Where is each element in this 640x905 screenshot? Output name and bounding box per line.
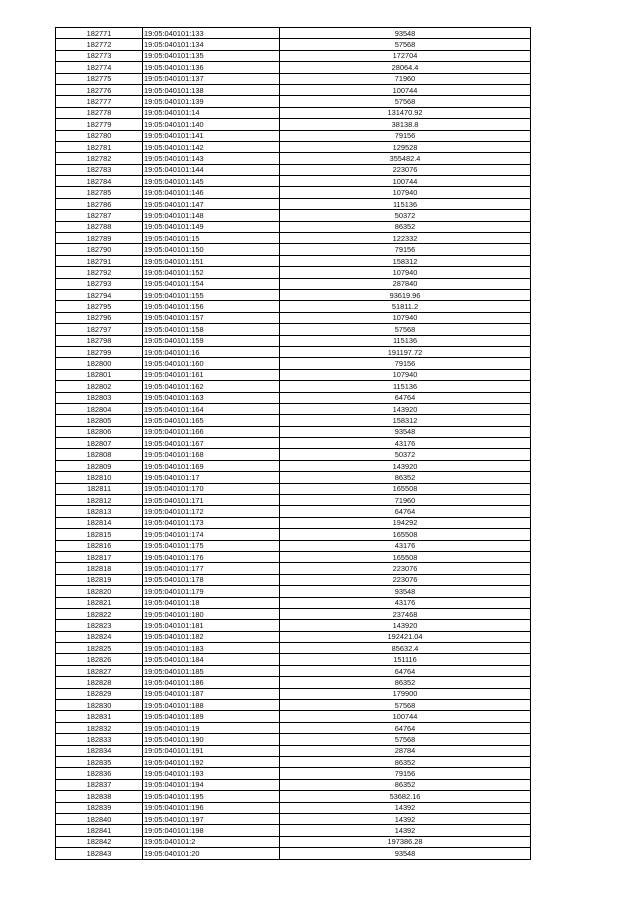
cadastral-number-cell: 19:05:040101:191 — [143, 745, 280, 756]
table-row — [56, 563, 531, 574]
row-id-cell: 182801 — [56, 369, 143, 380]
row-id-cell: 182802 — [56, 381, 143, 392]
value-cell: 51811.2 — [280, 301, 531, 312]
table-row — [56, 745, 531, 756]
cadastral-number-cell: 19:05:040101:150 — [143, 244, 280, 255]
value-cell: 79156 — [280, 244, 531, 255]
table-row — [56, 631, 531, 642]
value-cell: 71960 — [280, 73, 531, 84]
value-cell: 115136 — [280, 335, 531, 346]
value-cell: 86352 — [280, 472, 531, 483]
cadastral-number-cell: 19:05:040101:159 — [143, 335, 280, 346]
row-id-cell: 182792 — [56, 267, 143, 278]
table-row — [56, 506, 531, 517]
row-id-cell: 182816 — [56, 540, 143, 551]
value-cell: 79156 — [280, 358, 531, 369]
row-id-cell: 182778 — [56, 107, 143, 118]
cadastral-number-cell: 19:05:040101:152 — [143, 267, 280, 278]
row-id-cell: 182789 — [56, 233, 143, 244]
row-id-cell: 182809 — [56, 460, 143, 471]
cadastral-number-cell: 19:05:040101:163 — [143, 392, 280, 403]
cadastral-number-cell: 19:05:040101:174 — [143, 529, 280, 540]
table-row — [56, 608, 531, 619]
cadastral-number-cell: 19:05:040101:182 — [143, 631, 280, 642]
value-cell: 86352 — [280, 757, 531, 768]
cadastral-number-cell: 19:05:040101:135 — [143, 50, 280, 61]
table-row — [56, 825, 531, 836]
table-row — [56, 517, 531, 528]
table-row — [56, 381, 531, 392]
table-row — [56, 415, 531, 426]
value-cell: 165508 — [280, 551, 531, 562]
row-id-cell: 182811 — [56, 483, 143, 494]
row-id-cell: 182797 — [56, 324, 143, 335]
row-id-cell: 182771 — [56, 28, 143, 39]
table-row — [56, 654, 531, 665]
value-cell: 100744 — [280, 711, 531, 722]
value-cell: 64764 — [280, 506, 531, 517]
row-id-cell: 182775 — [56, 73, 143, 84]
table-row — [56, 848, 531, 859]
table-row — [56, 107, 531, 118]
value-cell: 57568 — [280, 734, 531, 745]
row-id-cell: 182819 — [56, 574, 143, 585]
value-cell: 158312 — [280, 415, 531, 426]
table-row — [56, 210, 531, 221]
value-cell: 85632.4 — [280, 643, 531, 654]
row-id-cell: 182795 — [56, 301, 143, 312]
row-id-cell: 182810 — [56, 472, 143, 483]
cadastral-number-cell: 19:05:040101:134 — [143, 39, 280, 50]
row-id-cell: 182799 — [56, 346, 143, 357]
cadastral-number-cell: 19:05:040101:180 — [143, 608, 280, 619]
table-row — [56, 244, 531, 255]
row-id-cell: 182800 — [56, 358, 143, 369]
cadastral-number-cell: 19:05:040101:161 — [143, 369, 280, 380]
value-cell: 93548 — [280, 586, 531, 597]
table-row — [56, 802, 531, 813]
table-row — [56, 346, 531, 357]
cadastral-number-cell: 19:05:040101:198 — [143, 825, 280, 836]
value-cell: 165508 — [280, 483, 531, 494]
row-id-cell: 182817 — [56, 551, 143, 562]
value-cell: 151116 — [280, 654, 531, 665]
row-id-cell: 182835 — [56, 757, 143, 768]
value-cell: 223076 — [280, 574, 531, 585]
cadastral-number-cell: 19:05:040101:197 — [143, 813, 280, 824]
cadastral-number-cell: 19:05:040101:186 — [143, 677, 280, 688]
table-row — [56, 335, 531, 346]
row-id-cell: 182774 — [56, 62, 143, 73]
cadastral-number-cell: 19:05:040101:144 — [143, 164, 280, 175]
row-id-cell: 182793 — [56, 278, 143, 289]
table-row — [56, 233, 531, 244]
row-id-cell: 182780 — [56, 130, 143, 141]
cadastral-number-cell: 19:05:040101:187 — [143, 688, 280, 699]
table-row — [56, 369, 531, 380]
table-row — [56, 768, 531, 779]
value-cell: 158312 — [280, 255, 531, 266]
cadastral-number-cell: 19:05:040101:165 — [143, 415, 280, 426]
value-cell: 143920 — [280, 460, 531, 471]
value-cell: 14392 — [280, 813, 531, 824]
cadastral-number-cell: 19:05:040101:173 — [143, 517, 280, 528]
cadastral-number-cell: 19:05:040101:179 — [143, 586, 280, 597]
row-id-cell: 182826 — [56, 654, 143, 665]
cadastral-number-cell: 19:05:040101:190 — [143, 734, 280, 745]
table-row — [56, 711, 531, 722]
row-id-cell: 182825 — [56, 643, 143, 654]
table-row — [56, 153, 531, 164]
cadastral-number-cell: 19:05:040101:164 — [143, 403, 280, 414]
table-row — [56, 483, 531, 494]
value-cell: 14392 — [280, 825, 531, 836]
row-id-cell: 182794 — [56, 289, 143, 300]
table-row — [56, 597, 531, 608]
row-id-cell: 182828 — [56, 677, 143, 688]
cadastral-number-cell: 19:05:040101:17 — [143, 472, 280, 483]
row-id-cell: 182784 — [56, 176, 143, 187]
cadastral-number-cell: 19:05:040101:15 — [143, 233, 280, 244]
cadastral-number-cell: 19:05:040101:193 — [143, 768, 280, 779]
value-cell: 50372 — [280, 449, 531, 460]
row-id-cell: 182782 — [56, 153, 143, 164]
table-row — [56, 289, 531, 300]
row-id-cell: 182781 — [56, 141, 143, 152]
cadastral-number-cell: 19:05:040101:133 — [143, 28, 280, 39]
cadastral-number-cell: 19:05:040101:141 — [143, 130, 280, 141]
table-row — [56, 130, 531, 141]
row-id-cell: 182812 — [56, 495, 143, 506]
value-cell: 28784 — [280, 745, 531, 756]
table-body — [56, 28, 531, 860]
table-row — [56, 757, 531, 768]
cadastral-number-cell: 19:05:040101:175 — [143, 540, 280, 551]
row-id-cell: 182840 — [56, 813, 143, 824]
row-id-cell: 182791 — [56, 255, 143, 266]
row-id-cell: 182820 — [56, 586, 143, 597]
table-row — [56, 791, 531, 802]
cadastral-number-cell: 19:05:040101:196 — [143, 802, 280, 813]
cadastral-number-cell: 19:05:040101:151 — [143, 255, 280, 266]
table-row — [56, 267, 531, 278]
cadastral-number-cell: 19:05:040101:20 — [143, 848, 280, 859]
value-cell: 143920 — [280, 620, 531, 631]
cadastral-number-cell: 19:05:040101:195 — [143, 791, 280, 802]
table-row — [56, 722, 531, 733]
table-row — [56, 119, 531, 130]
row-id-cell: 182803 — [56, 392, 143, 403]
table-row — [56, 779, 531, 790]
row-id-cell: 182843 — [56, 848, 143, 859]
value-cell: 191197.72 — [280, 346, 531, 357]
value-cell: 223076 — [280, 563, 531, 574]
value-cell: 115136 — [280, 198, 531, 209]
table-row — [56, 39, 531, 50]
table-row — [56, 677, 531, 688]
value-cell: 93548 — [280, 426, 531, 437]
cadastral-number-cell: 19:05:040101:148 — [143, 210, 280, 221]
row-id-cell: 182772 — [56, 39, 143, 50]
cadastral-number-cell: 19:05:040101:138 — [143, 84, 280, 95]
row-id-cell: 182806 — [56, 426, 143, 437]
cadastral-number-cell: 19:05:040101:194 — [143, 779, 280, 790]
cadastral-number-cell: 19:05:040101:162 — [143, 381, 280, 392]
value-cell: 79156 — [280, 130, 531, 141]
row-id-cell: 182837 — [56, 779, 143, 790]
table-row — [56, 84, 531, 95]
value-cell: 107940 — [280, 369, 531, 380]
row-id-cell: 182805 — [56, 415, 143, 426]
table-row — [56, 586, 531, 597]
cadastral-number-cell: 19:05:040101:146 — [143, 187, 280, 198]
table-row — [56, 734, 531, 745]
table-row — [56, 73, 531, 84]
cadastral-number-cell: 19:05:040101:184 — [143, 654, 280, 665]
table-row — [56, 164, 531, 175]
value-cell: 57568 — [280, 96, 531, 107]
table-row — [56, 176, 531, 187]
table-row — [56, 301, 531, 312]
value-cell: 287840 — [280, 278, 531, 289]
cadastral-number-cell: 19:05:040101:157 — [143, 312, 280, 323]
value-cell: 64764 — [280, 722, 531, 733]
value-cell: 86352 — [280, 677, 531, 688]
value-cell: 71960 — [280, 495, 531, 506]
cadastral-value-table — [55, 27, 531, 860]
table-row — [56, 312, 531, 323]
row-id-cell: 182814 — [56, 517, 143, 528]
value-cell: 143920 — [280, 403, 531, 414]
row-id-cell: 182783 — [56, 164, 143, 175]
table-row — [56, 324, 531, 335]
cadastral-number-cell: 19:05:040101:183 — [143, 643, 280, 654]
row-id-cell: 182827 — [56, 665, 143, 676]
row-id-cell: 182788 — [56, 221, 143, 232]
cadastral-number-cell: 19:05:040101:167 — [143, 438, 280, 449]
cadastral-number-cell: 19:05:040101:192 — [143, 757, 280, 768]
value-cell: 57568 — [280, 700, 531, 711]
cadastral-number-cell: 19:05:040101:169 — [143, 460, 280, 471]
value-cell: 223076 — [280, 164, 531, 175]
table-row — [56, 62, 531, 73]
row-id-cell: 182807 — [56, 438, 143, 449]
row-id-cell: 182804 — [56, 403, 143, 414]
table-row — [56, 460, 531, 471]
cadastral-number-cell: 19:05:040101:181 — [143, 620, 280, 631]
value-cell: 194292 — [280, 517, 531, 528]
row-id-cell: 182821 — [56, 597, 143, 608]
row-id-cell: 182818 — [56, 563, 143, 574]
table-row — [56, 472, 531, 483]
table-row — [56, 221, 531, 232]
row-id-cell: 182796 — [56, 312, 143, 323]
row-id-cell: 182785 — [56, 187, 143, 198]
table-row — [56, 620, 531, 631]
row-id-cell: 182815 — [56, 529, 143, 540]
row-id-cell: 182832 — [56, 722, 143, 733]
table-row — [56, 551, 531, 562]
table-row — [56, 28, 531, 39]
value-cell: 107940 — [280, 187, 531, 198]
value-cell: 122332 — [280, 233, 531, 244]
table-row — [56, 665, 531, 676]
row-id-cell: 182836 — [56, 768, 143, 779]
table-row — [56, 643, 531, 654]
cadastral-number-cell: 19:05:040101:2 — [143, 836, 280, 847]
table-row — [56, 392, 531, 403]
cadastral-number-cell: 19:05:040101:185 — [143, 665, 280, 676]
table-row — [56, 529, 531, 540]
row-id-cell: 182813 — [56, 506, 143, 517]
table-row — [56, 438, 531, 449]
cadastral-number-cell: 19:05:040101:16 — [143, 346, 280, 357]
table-row — [56, 540, 531, 551]
table-row — [56, 813, 531, 824]
cadastral-number-cell: 19:05:040101:178 — [143, 574, 280, 585]
table-row — [56, 50, 531, 61]
value-cell: 14392 — [280, 802, 531, 813]
row-id-cell: 182839 — [56, 802, 143, 813]
value-cell: 64764 — [280, 665, 531, 676]
value-cell: 57568 — [280, 39, 531, 50]
value-cell: 197386.28 — [280, 836, 531, 847]
value-cell: 93548 — [280, 28, 531, 39]
cadastral-number-cell: 19:05:040101:170 — [143, 483, 280, 494]
cadastral-number-cell: 19:05:040101:154 — [143, 278, 280, 289]
table-row — [56, 141, 531, 152]
table-row — [56, 688, 531, 699]
cadastral-number-cell: 19:05:040101:143 — [143, 153, 280, 164]
cadastral-number-cell: 19:05:040101:147 — [143, 198, 280, 209]
cadastral-number-cell: 19:05:040101:139 — [143, 96, 280, 107]
table-row — [56, 403, 531, 414]
table-row — [56, 187, 531, 198]
value-cell: 172704 — [280, 50, 531, 61]
row-id-cell: 182824 — [56, 631, 143, 642]
value-cell: 100744 — [280, 176, 531, 187]
value-cell: 237468 — [280, 608, 531, 619]
cadastral-number-cell: 19:05:040101:149 — [143, 221, 280, 232]
row-id-cell: 182787 — [56, 210, 143, 221]
cadastral-number-cell: 19:05:040101:168 — [143, 449, 280, 460]
table-row — [56, 96, 531, 107]
cadastral-number-cell: 19:05:040101:188 — [143, 700, 280, 711]
table-row — [56, 358, 531, 369]
value-cell: 115136 — [280, 381, 531, 392]
value-cell: 43176 — [280, 438, 531, 449]
table-row — [56, 495, 531, 506]
value-cell: 100744 — [280, 84, 531, 95]
value-cell: 129528 — [280, 141, 531, 152]
row-id-cell: 182777 — [56, 96, 143, 107]
value-cell: 86352 — [280, 221, 531, 232]
value-cell: 131470.92 — [280, 107, 531, 118]
row-id-cell: 182842 — [56, 836, 143, 847]
row-id-cell: 182830 — [56, 700, 143, 711]
value-cell: 43176 — [280, 540, 531, 551]
row-id-cell: 182779 — [56, 119, 143, 130]
value-cell: 93548 — [280, 848, 531, 859]
table-row — [56, 426, 531, 437]
value-cell: 28064.4 — [280, 62, 531, 73]
value-cell: 53682.16 — [280, 791, 531, 802]
cadastral-number-cell: 19:05:040101:19 — [143, 722, 280, 733]
row-id-cell: 182790 — [56, 244, 143, 255]
value-cell: 38138.8 — [280, 119, 531, 130]
cadastral-number-cell: 19:05:040101:18 — [143, 597, 280, 608]
cadastral-number-cell: 19:05:040101:14 — [143, 107, 280, 118]
value-cell: 107940 — [280, 267, 531, 278]
row-id-cell: 182838 — [56, 791, 143, 802]
row-id-cell: 182823 — [56, 620, 143, 631]
cadastral-number-cell: 19:05:040101:166 — [143, 426, 280, 437]
table-row — [56, 574, 531, 585]
row-id-cell: 182786 — [56, 198, 143, 209]
table-row — [56, 700, 531, 711]
value-cell: 107940 — [280, 312, 531, 323]
cadastral-number-cell: 19:05:040101:189 — [143, 711, 280, 722]
cadastral-number-cell: 19:05:040101:176 — [143, 551, 280, 562]
value-cell: 86352 — [280, 779, 531, 790]
cadastral-number-cell: 19:05:040101:156 — [143, 301, 280, 312]
value-cell: 43176 — [280, 597, 531, 608]
cadastral-number-cell: 19:05:040101:140 — [143, 119, 280, 130]
value-cell: 50372 — [280, 210, 531, 221]
cadastral-number-cell: 19:05:040101:142 — [143, 141, 280, 152]
cadastral-number-cell: 19:05:040101:137 — [143, 73, 280, 84]
cadastral-number-cell: 19:05:040101:177 — [143, 563, 280, 574]
row-id-cell: 182798 — [56, 335, 143, 346]
value-cell: 165508 — [280, 529, 531, 540]
cadastral-number-cell: 19:05:040101:172 — [143, 506, 280, 517]
cadastral-number-cell: 19:05:040101:155 — [143, 289, 280, 300]
row-id-cell: 182831 — [56, 711, 143, 722]
table-row — [56, 449, 531, 460]
table-row — [56, 278, 531, 289]
table-row — [56, 198, 531, 209]
row-id-cell: 182834 — [56, 745, 143, 756]
table-row — [56, 836, 531, 847]
value-cell: 355482.4 — [280, 153, 531, 164]
cadastral-number-cell: 19:05:040101:145 — [143, 176, 280, 187]
value-cell: 192421.04 — [280, 631, 531, 642]
row-id-cell: 182822 — [56, 608, 143, 619]
value-cell: 93619.96 — [280, 289, 531, 300]
cadastral-number-cell: 19:05:040101:158 — [143, 324, 280, 335]
row-id-cell: 182833 — [56, 734, 143, 745]
value-cell: 179900 — [280, 688, 531, 699]
value-cell: 79156 — [280, 768, 531, 779]
cadastral-number-cell: 19:05:040101:160 — [143, 358, 280, 369]
row-id-cell: 182808 — [56, 449, 143, 460]
value-cell: 57568 — [280, 324, 531, 335]
value-cell: 64764 — [280, 392, 531, 403]
row-id-cell: 182776 — [56, 84, 143, 95]
cadastral-number-cell: 19:05:040101:171 — [143, 495, 280, 506]
row-id-cell: 182841 — [56, 825, 143, 836]
cadastral-number-cell: 19:05:040101:136 — [143, 62, 280, 73]
table-row — [56, 255, 531, 266]
row-id-cell: 182829 — [56, 688, 143, 699]
row-id-cell: 182773 — [56, 50, 143, 61]
